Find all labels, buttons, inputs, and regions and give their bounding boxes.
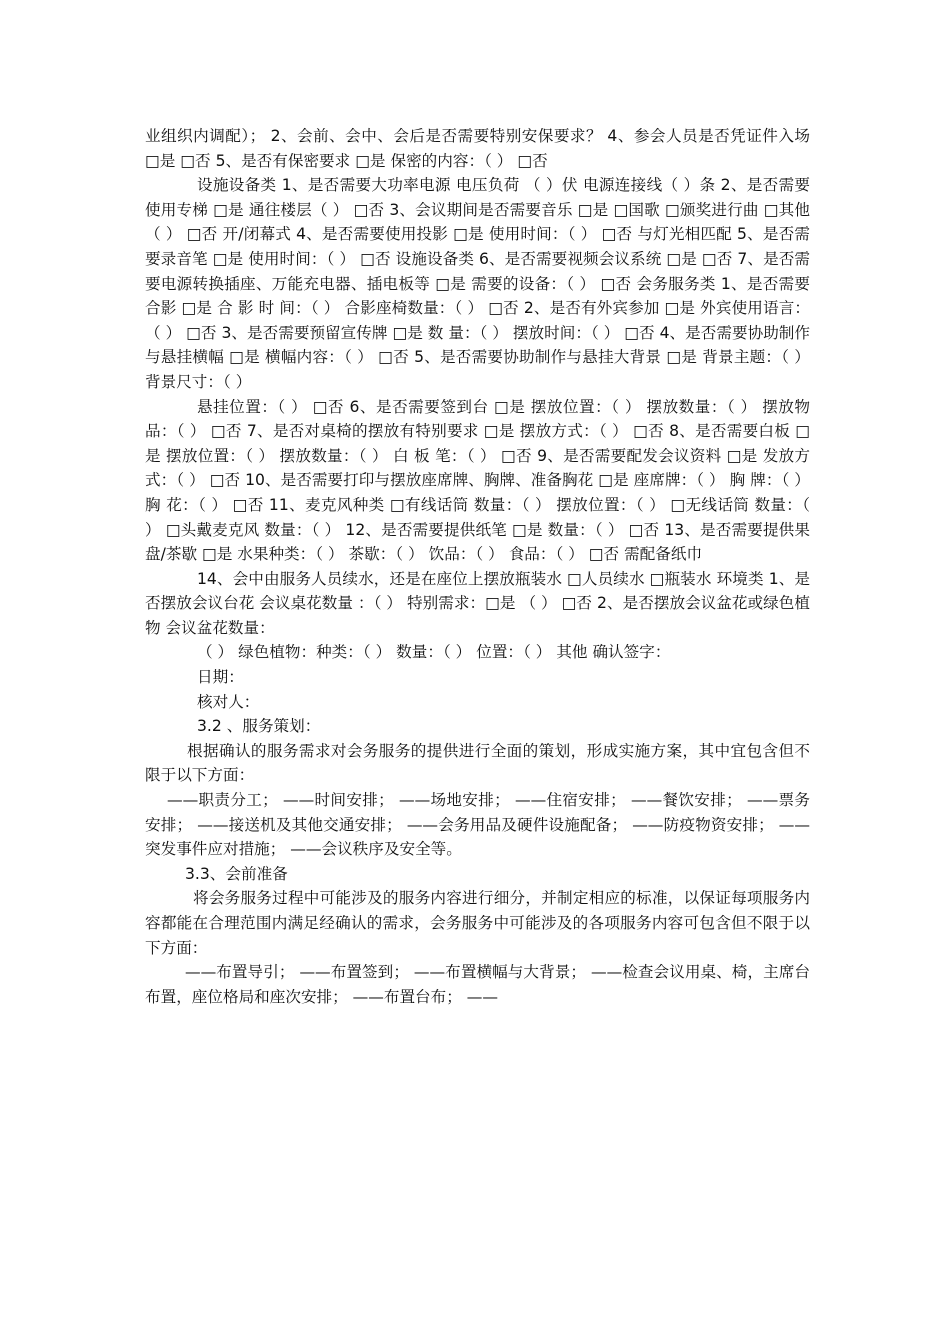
paragraph-planning-items: ——职责分工； ——时间安排； ——场地安排； ——住宿安排； ——餐饮安排； ——票务安排； ——接送机及其他交通安排； ——会务用品及硬件设施配备； ——防疫物资安排； ——突发事件应对措施； ——会议秩序及安全等。 xyxy=(145,791,810,859)
paragraph-security: 业组织内调配）； 2、会前、会中、会后是否需要特别安保要求？ 4、参会人员是否凭证件入场 □是 □否 5、是否有保密要求 □是 保密的内容：（ ） □否 xyxy=(145,127,810,170)
section-heading-3-3: 3.3、会前准备 xyxy=(185,864,288,883)
paragraph-water-environment: 14、会中由服务人员续水，还是在座位上摆放瓶装水 □人员续水 □瓶装水 环境类 1、是否摆放会议台花 会议桌花数量 ：（ ） 特别需求：□是 （ ） □否 2、是否摆放会议盆花或绿色植物 会议盆花数量： xyxy=(145,569,810,637)
paragraph-pre-meeting: 将会务服务过程中可能涉及的服务内容进行细分，并制定相应的标准，以保证每项服务内容都能在合理范围内满足经确认的需求，会务服务中可能涉及的各项服务内容可包含但不限于以下方面： xyxy=(145,889,810,957)
checker-label: 核对人： xyxy=(197,692,260,711)
paragraph-signin-items: 悬挂位置：（ ） □否 6、是否需要签到台 □是 摆放位置：（ ） 摆放数量：（ ） 摆放物品：（ ） □否 7、是否对桌椅的摆放有特别要求 □是 摆放方式：（ ） □否 8、是否需要白板 □是 摆放位置：（ ） 摆放数量：（ ） 白 板 笔：（ ） □否 9、是否需要配发会议资料 □是 发放方式：（ ） □否 10、是否需要打印与摆放座席牌、胸牌、准备胸花 □是 座席牌：（ ） 胸 牌：（ ） 胸 花：（ ） □否 11、麦克风种类 □有线话筒 数量：（ ） 摆放位置：（ ） □无线话筒 数量：（ ） □头戴麦克风 数量：（ ） 12、是否需要提供纸笔 □是 数量：（ ） □否 13、是否需要提供果盘/茶歇 □是 水果种类：（ ） 茶歇：（ ） 饮品：（ ） 食品：（ ） □否 需配备纸巾 xyxy=(145,397,810,564)
paragraph-pre-meeting-items: ——布置导引； ——布置签到； ——布置横幅与大背景； ——检查会议用桌、椅，主席台布置，座位格局和座次安排； ——布置台布； —— xyxy=(145,963,810,1006)
paragraph-facilities: 设施设备类 1、是否需要大功率电源 电压负荷 （ ）伏 电源连接线（ ）条 2、是否需要使用专梯 □是 通往楼层（ ） □否 3、会议期间是否需要音乐 □是 □国歌 □颁奖进行曲 □其他（ ） □否 开/闭幕式 4、是否需要使用投影 □是 使用时间：（ ） □否 与灯光相匹配 5、是否需要录音笔 □是 使用时间：（ ） □否 设施设备类 6、是否需要视频会议系统 □是 □否 7、是否需要电源转换插座、万能充电器、插电板等 □是 需要的设备：（ ） □否 会务服务类 1、是否需要合影 □是 合 影 时 间：（ ） 合影座椅数量：（ ） □否 2、是否有外宾参加 □是 外宾使用语言：（ ） □否 3、是否需要预留宣传牌 □是 数 量：（ ） 摆放时间：（ ） □否 4、是否需要协助制作与悬挂横幅 □是 横幅内容：（ ） □否 5、是否需要协助制作与悬挂大背景 □是 背景主题：（ ） 背景尺寸：（ ） xyxy=(145,176,810,391)
date-label: 日期： xyxy=(197,668,244,687)
paragraph-service-planning: 根据确认的服务需求对会务服务的提供进行全面的策划，形成实施方案，其中宜包含但不限于以下方面： xyxy=(145,741,810,785)
section-heading-3-2: 3.2 、服务策划： xyxy=(197,717,321,736)
document-page xyxy=(145,124,810,1009)
paragraph-plants-confirm: （ ） 绿色植物：种类：（ ） 数量：（ ） 位置：（ ） 其他 确认签字： xyxy=(197,643,671,662)
